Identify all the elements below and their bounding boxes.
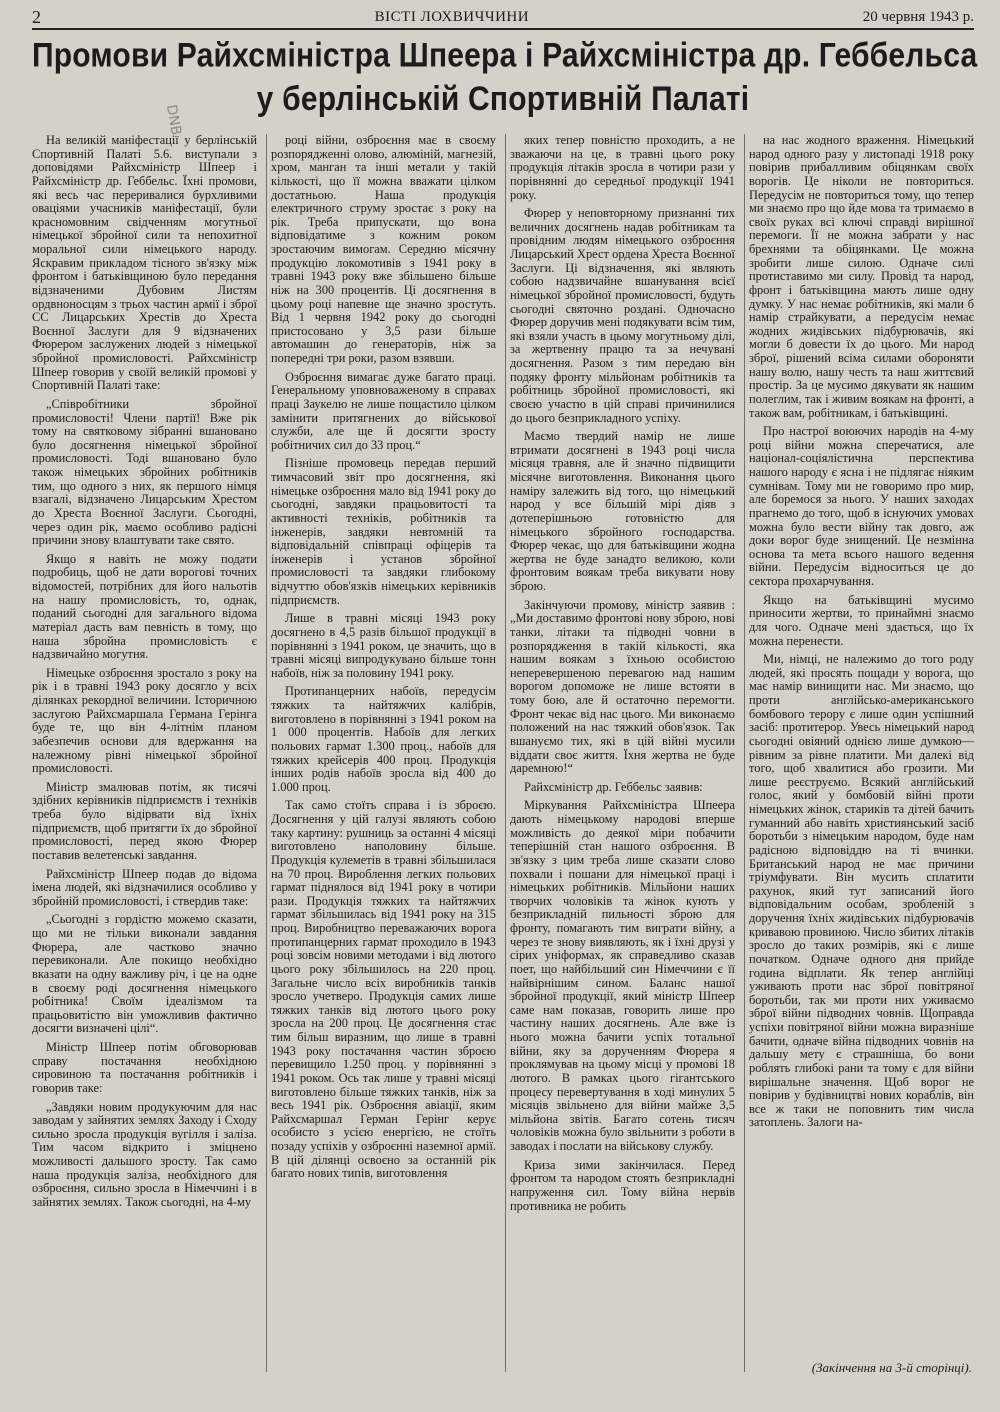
column-1 [32, 134, 257, 1374]
paragraph: яких тепер повністю проходить, а не зважаючи на це, в травні цього року продукція літаків зросла в чотири рази у порівнянні до середньої продукції 1941 року. [510, 134, 735, 202]
paragraph: Міркування Райхсміністра Шпеера дають німецькому народові вперше можливість до деякої міри побачити теперішній стан нашого озброєння. В зв'язку з цим треба лише сказати слово похвали і пошани для німецької праці і німецьких робітників. Мільйони наших творчих чоловіків та жінок кують у безприкладній пильності зброю для фронту, помагають тим виграти війну, а через те знову виявляють, як і їхні друзі у сірих уніформах, як справедливо сказав поет, що найбільший син Німеччини є її найвірнішим сином. Баланс нашої збройної продукції, який міністр Шпеер саме нам показав, говорить лише про частину наших досягнень. Але вже із нього можна бачити успіх тотальної війни, яку за дорученням Фюрера я проклямував на цьому місці у промові 18 лютого. В рамках цього гігантського процесу перевертування в ході минулих 5 місяців звільнено для війни майже 3,5 мільйона звітів. Багато сотень тисяч чоловіків можна було звільнити з роботи в заводах і послати на військову службу. [510, 798, 735, 1153]
archive-stamp: DNB [162, 103, 184, 137]
column-divider [744, 134, 745, 1372]
paragraph: „Співробітники збройної промисловості! Члени партії! Вже рік тому на святковому зібранні вшановано було досягнення німецької збройної промисловості. Тоді вшановано було також німецьких збройних робітників тим, що одного з них, як першого німця взагалі, відзначено Лицарським Хрестом до Хреста Воєнної Заслуги. Сьогодні, через один рік, маємо особливо радісні причини знову влаштувати таке свято. [32, 396, 257, 548]
paragraph: Криза зими закінчилася. Перед фронтом та народом стоять безприкладні напруження сил. Тому війна нервів противника не робить [510, 1157, 735, 1213]
paragraph: на нас жодного враження. Німецький народ одного разу у листопаді 1918 року повірив прибалливим обіцянкам своїх ворогів. Це ніколи не повториться. Передусім не повториться тому, що тепер ми знаємо про що йде мова та тримаємо в своїх руках всі ключі справді вирішної перемоги. Її не можна забрати у нас брехнями та обіцянками. Це можна зробити лише силою. Одначе силі протиставимо ми силу. Провід та народ, фронт і батьківщина мають лише одну думку. У нас немає робітників, які мали б намір страйкувати, а передусім немає жодних жидівських підбурювачів, які могли б довести їх до цього. Ми народ зброї, рішений всіма силами обороняти нашу волю, нашу честь та наш життєвий простір. За це мусимо дякувати як нашим полеглим, так і живим воякам на фронті, а також вам, робітникам, і батьківщині. [749, 134, 974, 420]
issue-date: 20 червня 1943 р. [862, 9, 974, 25]
paragraph: Німецьке озброєння зростало з року на рік і в травні 1943 року досягло у всіх ділянках рекордної величини. Історичною заслугою Райхсмаршала Германа Герінга буде те, що він 4-літнім планом забезпечив основи для вдержання на належному рівні німецької збройної промисловості. [32, 665, 257, 776]
paragraph: Райхсміністр Шпеер подав до відома імена людей, які відзначилися особливо у збройній промисловості, і ствердив таке: [32, 866, 257, 908]
paragraph: Міністр Шпеер потім обговорював справу постачання необхідною сировиною та постачання робітників і говорив таке: [32, 1040, 257, 1095]
paragraph: Пізніше промовець передав перший тимчасовий звіт про досягнення, які німецьке озброєння мало від 1941 року до сьогодні, завдяки працьовитості та активності техніків, робітників та інженерів, завдяки невтомній та відповідальній співпраці офіцерів та інженерів і установ збройної промисловості та завдяки глибокому відчуттю обов'язків німецьких керівників підприємств. [271, 456, 496, 607]
continuation-note: (Закінчення на 3-й сторінці). [811, 1360, 972, 1375]
paragraph: Закінчуючи промову, міністр заявив :„Ми доставимо фронтові нову зброю, нові танки, літаки та підводні човни в розпорядження в такій кількості, яка нашим воякам з їхньою особистою неперевершеною перевагою над нашим ворогом допоможе не лише встояти в тому бою, але й остаточно перемогти. Фронт чекає від нас цього. Ми виконаємо положений на нас тяжкий обов'язок. Так вшануємо тих, які в цій війні мусили віддати своє життя. Їхня жертва не буде даремною!“ [510, 597, 735, 776]
paragraph: На великій маніфестації у берлінській Спортивній Палаті 5.6. виступали з доповідями Райхсміністр Шпеер і Райхсміністр др. Геббельс. Їхні промови, які весь час переривалися бурхливими оваціями учасників маніфестації, були красномовним свідченням могутньої німецької збройної сили та непохитної моральної сили німецького народу. Яскравим прикладом тісного зв'язку між фронтом і батьківщиною було передання відзначеними Дубовим Листям ордвноносцям з трьох частин армії і зброї СС Лицарських Хрестів до Хреста Воєнної Заслуги для 9 відзначених Фюрером заслужених людей з німецької збройної промисловості. Райхсміністр Шпеер говорив у своїй великій промові у Спортивній Палаті таке: [32, 134, 257, 393]
column-2 [271, 134, 496, 1374]
article-body [32, 134, 974, 1374]
column-4 [749, 134, 974, 1374]
paragraph: році війни, озброєння має в своєму розпорядженні олово, алюміній, магнезій, хром, манган та інші метали у такій кількості, що її можна вважати цілком достатньою. Наша продукція електричного струму зростає з року на рік. Треба припускати, що вона відповідатиме з кожним роком зростаючим вимогам. Середню місячну продукцію локомотивів з 1941 року в травні 1943 року вже збільшено більше ніж на 300 процентів. Ці досягнення в цьому році напевне ще значно зростуть. Від 1 червня 1942 року до сьогодні пристосовано у 3,5 рази більше автомашин до генераторів, ніж за попередні три роки, разом взявши. [271, 134, 496, 365]
paragraph: Міністр змалював потім, як тисячі здібних керівників підприємств і техніків треба було відірвати від їхніх підприємств, щоб притягти їх до збройної промисловості, перед якою Фюрер поставив велетенські завдання. [32, 779, 257, 862]
paragraph: Якщо я навіть не можу подати подробиць, щоб не дати ворогові точних відомостей, потрібних для його нальотів на нашу промисловість, то, однак, поданий сьогодні для загального відома матеріал дасть вам певність в тому, що наша збройна промисловість є надзвичайно могутня. [32, 551, 257, 662]
paragraph: „Сьогодні з гордістю можемо сказати, що ми не тільки виконали завдання Фюрера, але частково значно перевиконали. Але покищо необхідно вказати на одну важливу річ, і це на одне в своєму роді досягнення німецького робітника! Своїм ідеалізмом та працьовитістю він уможливив фактично досягти визначені цілі“. [32, 912, 257, 1036]
paragraph: „Завдяки новим продукуючим для нас заводам у зайнятих землях Заходу і Сходу сильно зросла продукція вугілля і заліза. Тим часом відкрито і зміцнено можливості дальшого зросту. Так само наша продукція заліза, необхідного для озброєння, сильно зросла в Німеччині і в зайнятих землях. Також сьогодні, на 4-му [32, 1099, 257, 1209]
paragraph: Райхсміністр др. Геббельс заявив: [524, 779, 703, 794]
paragraph: Озброєння вимагає дуже багато праці. Генеральному уповноваженому в справах праці Заукелю не лише пощастило цілком замінити притягнених до військової служби, але ще й досягти зросту робітничих сил до 33 проц.“ [271, 369, 496, 452]
page-number: 2 [32, 7, 41, 27]
paragraph: Протипанцерних набоїв, передусім тяжких та найтяжчих калібрів, виготовлено в порівнянні з 1941 роком на 1 000 процентів. Набоїв для легких польових гармат 1.300 проц., набоїв для тяжких крейсерів 400 проц. Продукція інших родів набоїв зросла від 400 до 1.000 проц. [271, 684, 496, 794]
paragraph: Лише в травні місяці 1943 року досягнено в 4,5 разів більшої продукції в порівнянні з 1941 роком, це значить, що в травні місяці випродукувано більше тонн набоїв, ніж за половину 1941 року. [271, 611, 496, 680]
running-header [32, 8, 974, 30]
headline-line-2: у берлінській Спортивній Палаті [256, 80, 750, 119]
paragraph: Якщо на батьківщині мусимо приносити жертви, то принаймні знаємо для чого. Одначе мені здається, що їх можна перенести. [749, 592, 974, 648]
paragraph: Ми, німці, не належимо до того роду людей, які просять пощади у ворога, що має намір винищити нас. Ми знаємо, що проти англійсько-американського бомбового терору є лише один успішний засіб: протитерор. Увесь німецький народ сьогодні овіяний однією лише думкою—рівним за рівне платити. Ми далекі від того, щоб хвалитися або грозити. Ми лише реєструємо. Всякий англійський голос, який у бомбовій війні проти німецьких жінок, стариків та дітей бачить гуманний або навіть християнський засіб боротьби з німецьким народом, буде нам радісною відповіддю на ті вчинки. Британський народ не має причини тріумфувати. Він мусить сплатити рахунок, який тут записаний його відповідальним особам, зробленій з доручення їхніх жидівських підбурювачів кривавою провиною. Число збитих літаків зросло до таких розмірів, які є лише початком. Одначе одного дня прийде година відплати. Як тепер англійці уживають проти нас зброї повітряної боротьби, так ми проти них уживаємо зброї війни підводних човнів. Щоправда успіхи повітряної війни можна виразніше бачити, одначе війна підводних човнів на дальшу мету є страшніша, бо вони роблять глибокі рани та тому є для війни вирішальне значення. Щоб ворог не повірив у будівництві нових кораблів, він все ж таки не поповнить тим числа затоплень. Залоги на- [749, 652, 974, 1130]
column-divider [266, 134, 267, 1372]
paragraph: Маємо твердий намір не лише втримати досягнені в 1943 році числа місяця травня, але й значно підвищити місячне виготовлення. Виконання цього наміру залежить від того, що німецький народ у все більшій мірі діяв з дотеперішньою готовністю для німецького збройного господарства. Фюрер чекає, що для батьківщини жодна жертва не буде занадто великою, коли фронтовим воякам треба викувати нову зброю. [510, 429, 735, 593]
headline-line-1: Промови Райхсміністра Шпеера і Райхсміністра др. Геббельса [32, 36, 978, 75]
newspaper-title: ВІСТІ ЛОХВИЧЧИНИ [374, 9, 530, 25]
column-3 [510, 134, 735, 1374]
column-divider [505, 134, 506, 1372]
paragraph: Так само стоїть справа і із зброєю. Досягнення у цій галузі являють собою таку картину: рушниць за останні 4 місяці виготовлено наполовину більше. Продукція кулеметів в травні збільшилася на 70 проц. Вироблення легких польових гармат піднялося від 1941 року в чотири рази. Продукція тяжких та найтяжчих гармат збільшилась від 1941 року на 315 проц. Виробництво переважаючих ворога протипанцерних гармат проходило в 1943 році зовсім новими методами і від лютого цього року збільшилось на 220 проц. Загальне число всіх виробників танків зросло учетверо. Продукція самих лише тяжких танків від лютого цього року зросла на 200 проц. Це досягнення стає тим більш виразним, що лише в травні 1943 року постачання частин зброєю перевищило 1.250 проц. у порівнянні з 1941 роком. Ось так лише у травні місяці виготовлено більше тяжких танків, ніж за весь 1941 рік. Озброєння авіації, яким Райхсмаршал Герман Герінг керує особисто з усією енергією, не стоїть позаду успіхів у озброєнні наземної армії. В цій ділянці освоєно за останній рік багато нових типів, виготовлення [271, 798, 496, 1181]
paragraph: Фюрер у неповторному признанні тих величних досягнень надав робітникам та провідним людям німецького озброєння Лицарський Хрест ордена Хреста Воєнної Заслуги. Ці відзначення, які являють собою надзвичайне вшанування всієї німецької збройної промисловості, будуть сьогодні святочно роздані. Одночасно Фюрер доручив мені подякувати всім тим, які взяли участь в цьому могутньому ділі, за жертвенну працю та за нечувані досягнення. Разом з тим передаю він подяку фронту мільйонам робітників та робітниць збройної промисловості, які своєю участю в цій справі причинилися до цього безприкладного успіху. [510, 206, 735, 425]
paragraph: Про настрої воюючих народів на 4-му році війни можна сперечатися, але націонал-соціялістична перспектива нашого народу є ясна і не підлягає ніяким сумнівам. Тому ми не говоримо про мир, але боремося за нього. У наших заходах прагнемо до того, щоб в існуючих умовах можна було вести війну так довго, аж доки ворог буде знищений. Це незмінна основа та мета всього нашого ведення війни. Передусім відноситься це до сектора прохарчування. [749, 424, 974, 588]
